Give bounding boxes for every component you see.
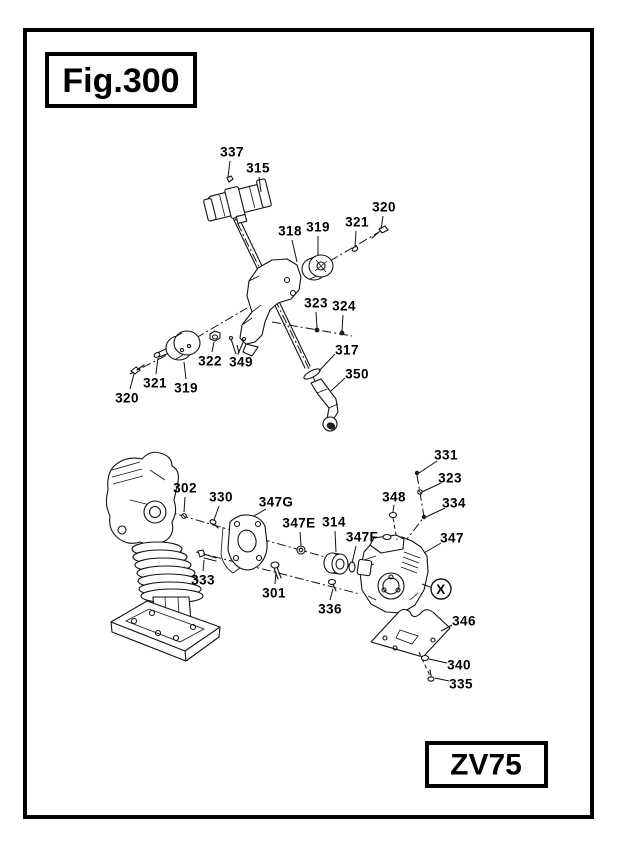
part-label-337: 337 bbox=[220, 144, 244, 160]
throttle-lever-drawing bbox=[202, 179, 274, 231]
part-label-318: 318 bbox=[278, 223, 302, 239]
part-label-330: 330 bbox=[209, 489, 233, 505]
part-label-324: 324 bbox=[332, 298, 356, 314]
part-label-347G: 347G bbox=[258, 494, 294, 510]
leader-line-301 bbox=[275, 572, 276, 584]
part-label-347E: 347E bbox=[282, 515, 316, 531]
part-label-315: 315 bbox=[246, 160, 270, 176]
part-label-347F: 347F bbox=[345, 529, 379, 545]
part-label-347: 347 bbox=[440, 530, 464, 546]
leader-line-330 bbox=[214, 506, 219, 520]
leader-line-320 bbox=[130, 374, 134, 389]
part-label-320: 320 bbox=[115, 390, 139, 406]
cable-350-drawing bbox=[311, 379, 338, 431]
part-label-317: 317 bbox=[335, 342, 359, 358]
leader-line-322 bbox=[212, 342, 214, 352]
bolt-320-left-drawing bbox=[131, 365, 144, 374]
washer-317-drawing bbox=[303, 367, 322, 381]
leader-line-347F bbox=[352, 546, 356, 563]
part-label-335: 335 bbox=[449, 676, 473, 692]
engine-347-drawing bbox=[357, 535, 428, 614]
part-label-320: 320 bbox=[372, 199, 396, 215]
part-label-321: 321 bbox=[143, 375, 167, 391]
part-label-321: 321 bbox=[345, 214, 369, 230]
nut-322-drawing bbox=[210, 331, 220, 341]
leader-line-349 bbox=[237, 345, 239, 353]
part-label-349: 349 bbox=[229, 354, 253, 370]
spacer-347F-drawing bbox=[349, 562, 355, 572]
part-label-323: 323 bbox=[304, 295, 328, 311]
part-label-319: 319 bbox=[306, 219, 330, 235]
leader-line-350 bbox=[331, 378, 345, 391]
pulley-bracket-axis-line bbox=[196, 308, 247, 338]
engine-assembly-drawing bbox=[106, 452, 450, 681]
leader-line-347 bbox=[424, 543, 441, 553]
leader-line-335 bbox=[435, 678, 449, 681]
leader-line-331 bbox=[419, 461, 437, 473]
page-border bbox=[25, 30, 592, 817]
pulley-right-axis-line bbox=[330, 229, 384, 261]
leader-line-302 bbox=[184, 497, 185, 512]
part-label-350: 350 bbox=[345, 366, 369, 382]
leader-line-318 bbox=[292, 240, 297, 262]
pulley-319-left-drawing bbox=[157, 331, 200, 360]
bolt-302-drawing bbox=[182, 514, 187, 519]
leader-line-347E bbox=[300, 532, 301, 546]
part-label-301: 301 bbox=[262, 585, 286, 601]
model-number: ZV75 bbox=[450, 748, 522, 782]
part-label-314: 314 bbox=[322, 514, 346, 530]
bolt-323-lower-drawing bbox=[418, 490, 422, 494]
leader-line-319 bbox=[184, 362, 186, 379]
part-label-323: 323 bbox=[438, 470, 462, 486]
washer-347E-drawing bbox=[297, 546, 305, 554]
leader-line-323 bbox=[316, 312, 317, 328]
bolt-320-right-drawing bbox=[372, 226, 388, 238]
leader-line-337 bbox=[228, 161, 230, 177]
bolt-334-dot bbox=[422, 515, 426, 519]
part-label-322: 322 bbox=[198, 353, 222, 369]
leader-line-336 bbox=[330, 589, 333, 600]
leader-line-317 bbox=[319, 354, 335, 371]
part-label-346: 346 bbox=[452, 613, 476, 629]
part-label-333: 333 bbox=[191, 572, 215, 588]
leader-line-340 bbox=[429, 659, 447, 663]
part-label-334: 334 bbox=[442, 495, 466, 511]
leader-line-321 bbox=[355, 231, 356, 247]
leader-line-314 bbox=[335, 531, 336, 552]
bolt-330-drawing bbox=[209, 519, 218, 528]
pulley-319-right-drawing bbox=[302, 255, 333, 280]
part-label-348: 348 bbox=[382, 489, 406, 505]
bracket-347G-drawing bbox=[221, 515, 267, 573]
leader-line-333 bbox=[203, 560, 204, 571]
figure-number: Fig.300 bbox=[62, 62, 180, 100]
washer-340-drawing bbox=[422, 656, 429, 661]
part-label-319: 319 bbox=[174, 380, 198, 396]
part-label-340: 340 bbox=[447, 657, 471, 673]
bolt-323-dot bbox=[315, 328, 319, 332]
bolt-336-drawing bbox=[329, 580, 337, 592]
part-label-336: 336 bbox=[318, 601, 342, 617]
pulley-314-drawing bbox=[324, 553, 348, 574]
leader-line-348 bbox=[393, 505, 394, 512]
leader-line-347G bbox=[254, 509, 266, 516]
circled-x-text: X bbox=[436, 582, 446, 597]
bolt-335-drawing bbox=[428, 670, 434, 681]
bracket-318-drawing bbox=[240, 259, 301, 344]
bolt-324-dot bbox=[340, 331, 344, 335]
part-label-331: 331 bbox=[434, 447, 458, 463]
leader-line-321 bbox=[156, 358, 158, 374]
rammer-machine-drawing bbox=[106, 452, 220, 661]
bolt-333-drawing bbox=[198, 550, 216, 561]
leader-line-324 bbox=[342, 315, 343, 331]
skid-plate-346-drawing bbox=[371, 609, 450, 657]
bolt-331-dot bbox=[415, 471, 419, 475]
part-label-302: 302 bbox=[173, 480, 197, 496]
